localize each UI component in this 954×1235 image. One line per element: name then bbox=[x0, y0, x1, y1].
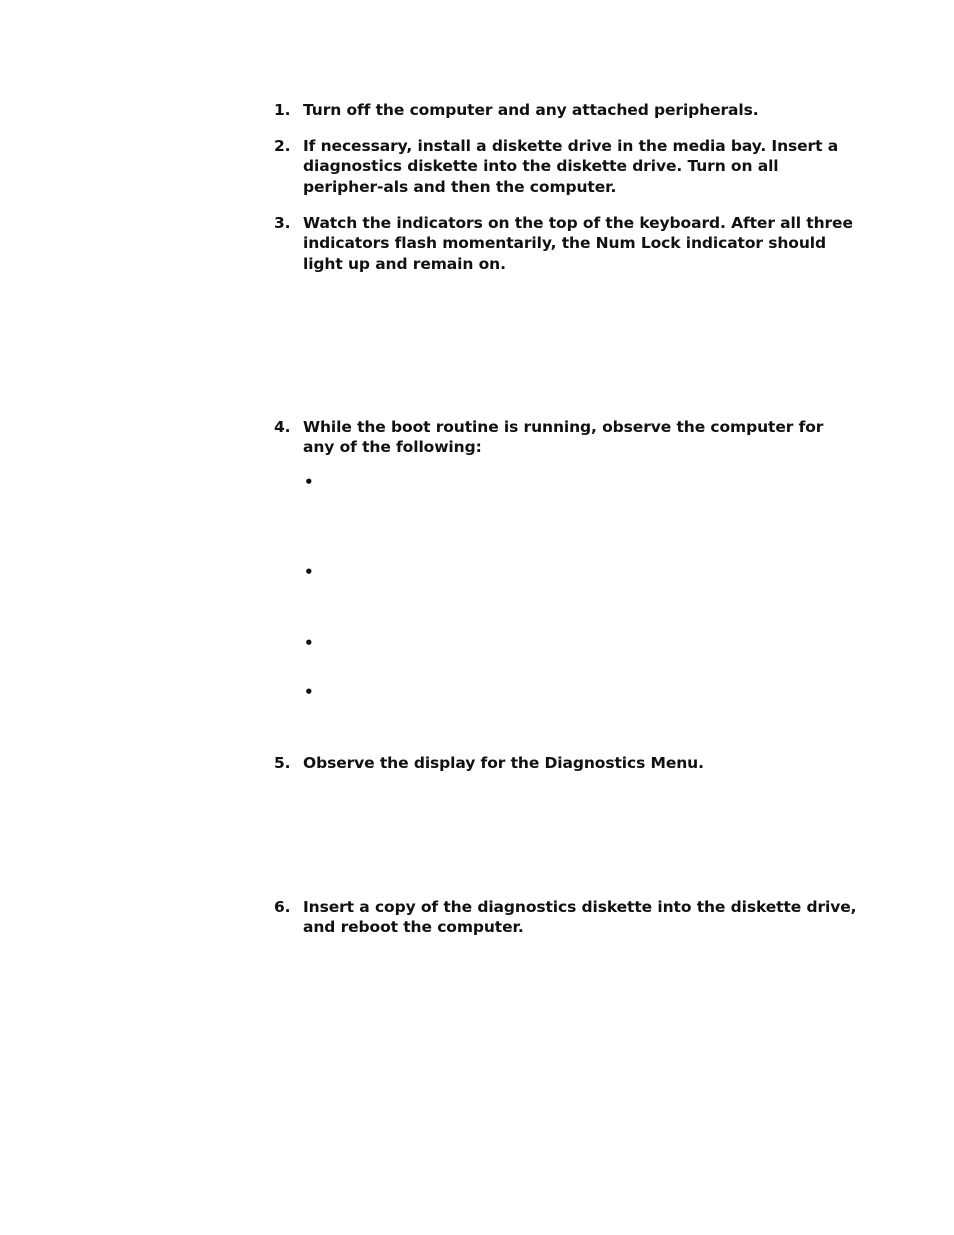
step-text: Observe the display for the Diagnostics Menu. bbox=[303, 754, 704, 772]
step-number: 5. bbox=[274, 754, 291, 772]
step-number: 6. bbox=[274, 898, 291, 916]
step-5 bbox=[274, 753, 874, 773]
step-3 bbox=[274, 213, 874, 274]
bullet-marker: • bbox=[304, 683, 314, 701]
bullet-marker: • bbox=[304, 473, 314, 491]
step-number: 3. bbox=[274, 214, 291, 232]
step-2 bbox=[274, 136, 874, 197]
step-1 bbox=[274, 100, 874, 120]
step-text: Insert a copy of the diagnostics diskette into the diskette drive, and reboot the computer. bbox=[303, 898, 857, 937]
step-number: 2. bbox=[274, 137, 291, 155]
step-number: 1. bbox=[274, 101, 291, 119]
step-text: While the boot routine is running, observe the computer for any of the following: bbox=[303, 418, 824, 457]
step-text: If necessary, install a diskette drive in the media bay. Insert a diagnostics diskette into the diskette drive. Turn on all peripher-als and then the computer. bbox=[303, 137, 839, 196]
step-number: 4. bbox=[274, 418, 291, 436]
bullet-marker: • bbox=[304, 563, 314, 581]
bullet-marker: • bbox=[304, 634, 314, 652]
step-4 bbox=[274, 417, 874, 458]
step-6 bbox=[274, 897, 874, 938]
step-text: Watch the indicators on the top of the keyboard. After all three indicators flash momentarily, the Num Lock indicator should light up and remain on. bbox=[303, 214, 853, 273]
step-text: Turn off the computer and any attached peripherals. bbox=[303, 101, 759, 119]
